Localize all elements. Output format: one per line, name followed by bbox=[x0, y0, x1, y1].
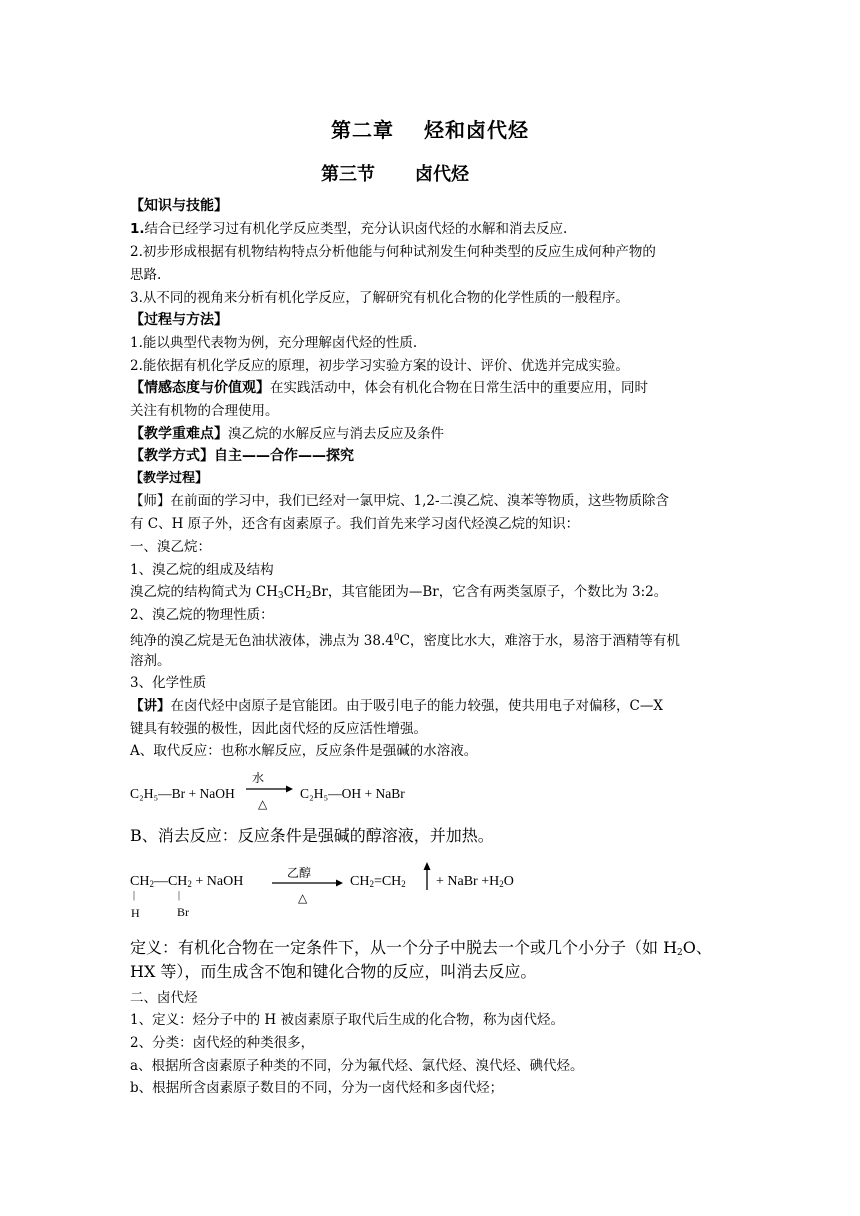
section-2-a: a、根据所含卤素原子种类的不同，分为氟代烃、氯代烃、溴代烃、碘代烃。 bbox=[130, 1058, 584, 1074]
section-2-b: b、根据所含卤素原子数目的不同，分为一卤代烃和多卤代烃； bbox=[130, 1080, 504, 1096]
structure-line: 溴乙烷的结构简式为 $CH_3CH_2Br$，其官能团为—Br，它含有两类氢原子，个数比为 3:2。 bbox=[130, 584, 668, 601]
teaching-process-heading: 【教学过程】 bbox=[130, 471, 209, 486]
process-heading: 【过程与方法】 bbox=[130, 312, 228, 328]
eq1-arrow-icon bbox=[246, 784, 294, 794]
definition-line-1: 定义：有机化合物在一定条件下，从一个分子中脱去一个或几个小分子（如 $H_2O$、 bbox=[130, 938, 712, 958]
eq2-product-ethene: $CH_2=CH_2$ bbox=[350, 874, 406, 889]
lecture-line-2: 键具有较强的极性，因此卤代烃的反应活性增强。 bbox=[130, 721, 427, 737]
emotion-line-1: 【情感态度与价值观】在实践活动中，体会有机化合物在日常生活中的重要应用，同时 bbox=[130, 380, 648, 396]
eq2-reactants: $CH_2—CH_2$ + NaOH bbox=[130, 874, 244, 889]
section-1-heading: 一、溴乙烷： bbox=[130, 539, 211, 555]
knowledge-item-1: 1.结合已经学习过有机化学反应类型，充分认识卤代烃的水解和消去反应. bbox=[130, 221, 568, 237]
substitution-reaction: A、取代反应：也称水解反应，反应条件是强碱的水溶液。 bbox=[130, 743, 478, 759]
section-2-2: 2、分类：卤代烃的种类很多， bbox=[130, 1035, 315, 1051]
eq1-products: C₂H₅—OH + NaBr bbox=[300, 786, 405, 801]
definition-line-2: HX 等），而生成含不饱和键化合物的反应，叫消去反应。 bbox=[130, 962, 537, 981]
eq2-condition-bottom: △ bbox=[298, 891, 308, 905]
key-points: 【教学重难点】溴乙烷的水解反应与消去反应及条件 bbox=[130, 426, 444, 442]
knowledge-item-2a: 2.初步形成根据有机物结构特点分析他能与何种试剂发生何种类型的反应生成何种产物的 bbox=[130, 244, 656, 260]
section-2-heading: 二、卤代烃 bbox=[130, 990, 198, 1006]
eq2-arrow-icon bbox=[272, 878, 344, 888]
section-1-1: 1、溴乙烷的组成及结构 bbox=[130, 562, 274, 578]
section-1-2: 2、溴乙烷的物理性质： bbox=[130, 607, 274, 623]
gas-arrow-icon bbox=[422, 862, 432, 892]
teaching-method: 【教学方式】自主——合作——探究 bbox=[130, 448, 354, 464]
eq1-reactants: C₂H₅—Br + NaOH bbox=[130, 786, 235, 801]
section-title bbox=[0, 160, 790, 186]
emotion-line-2: 关注有机物的合理使用。 bbox=[130, 403, 279, 419]
process-item-2: 2.能依据有机化学反应的原理，初步学习实验方案的设计、评价、优选并完成实验。 bbox=[130, 358, 629, 374]
knowledge-heading: 【知识与技能】 bbox=[130, 198, 228, 214]
eq2-bond-h: | bbox=[133, 890, 136, 901]
physical-line-2: 溶剂。 bbox=[130, 653, 171, 669]
eq2-h-label: H bbox=[131, 906, 140, 920]
section-name: 卤代烃 bbox=[415, 164, 469, 185]
section-1-3: 3、化学性质 bbox=[130, 675, 207, 691]
elimination-reaction: B、消去反应：反应条件是强碱的醇溶液，并加热。 bbox=[130, 826, 494, 845]
eq1-condition-top: 水 bbox=[252, 771, 265, 785]
eq2-product-rest: + NaBr $+H_2O$ bbox=[436, 874, 514, 889]
lecture-line-1: 【讲】在卤代烃中卤原子是官能团。由于吸引电子的能力较强，使共用电子对偏移，C—X bbox=[130, 698, 663, 714]
knowledge-item-2b: 思路. bbox=[130, 267, 162, 283]
section-2-1: 1、定义：烃分子中的 H 被卤素原子取代后生成的化合物，称为卤代烃。 bbox=[130, 1012, 564, 1028]
physical-line-1: 纯净的溴乙烷是无色油状液体，沸点为 38.4$^0$C，密度比水大，难溶于水，易溶于酒精等有机 bbox=[130, 633, 680, 649]
knowledge-item-3: 3.从不同的视角来分析有机化学反应，了解研究有机化合物的化学性质的一般程序。 bbox=[130, 290, 629, 306]
teacher-line-2: 有 C、H 原子外，还含有卤素原子。我们首先来学习卤代烃溴乙烷的知识： bbox=[130, 516, 580, 532]
eq2-br-label: Br bbox=[177, 905, 189, 919]
eq2-bond-br: | bbox=[178, 890, 181, 901]
chapter-number: 第二章 bbox=[331, 118, 394, 142]
teacher-line-1: 【师】在前面的学习中，我们已经对一氯甲烷、1,2-二溴乙烷、溴苯等物质，这些物质除含 bbox=[130, 493, 670, 509]
eq2-condition-top: 乙醇 bbox=[287, 866, 312, 880]
process-item-1: 1.能以典型代表物为例，充分理解卤代烃的性质. bbox=[130, 335, 418, 351]
chapter-name: 烃和卤代烃 bbox=[424, 118, 529, 142]
eq1-condition-bottom: △ bbox=[258, 797, 268, 811]
section-number: 第三节 bbox=[321, 164, 375, 185]
chapter-title bbox=[0, 114, 860, 143]
